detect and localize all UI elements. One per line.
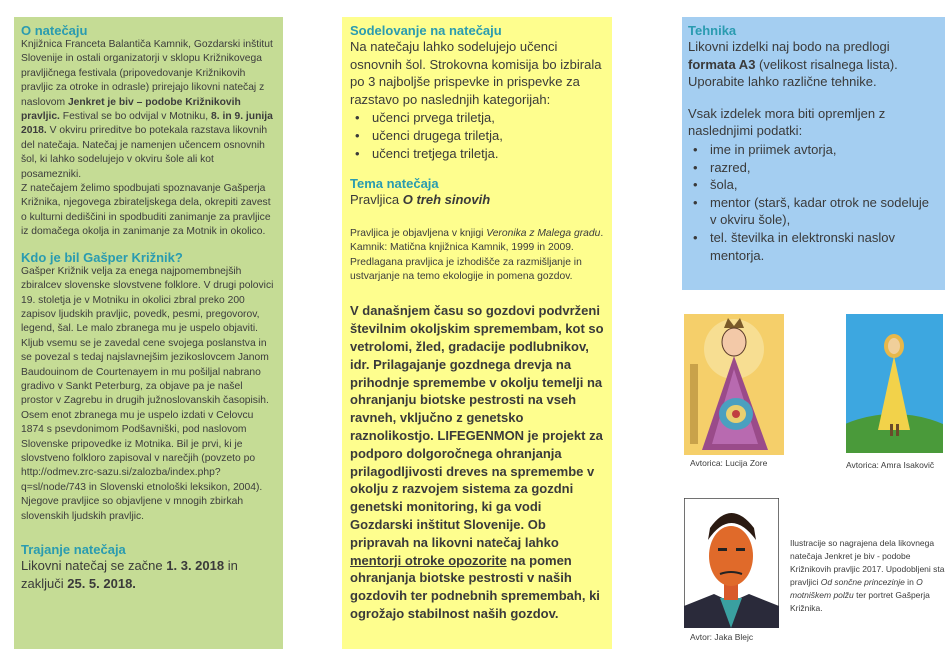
about-goal-text: Z natečajem želimo spodbujati spoznavanje Gašperja Križnika, njegovega zbirateljskega dela, okrepiti zavest o kulturni dediščini in spodbuditi zanimanje za pravljice iz domačega okolja in zanimanje za Motnik in okolico.: [21, 183, 271, 238]
theme-heading: Tema natečaja: [350, 176, 439, 192]
caption-blejc: Avtor: Jaka Blejc: [690, 632, 754, 642]
list-item: • učenci tretjega triletja.: [350, 145, 606, 163]
list-item: • šola,: [688, 176, 939, 194]
requirements-list: [688, 141, 939, 264]
about-text: Knjižnica Franceta Balantiča Kamnik, Gozdarski inštitut Slovenije in ostali organizatorji v sklopu Križnikovega pravljičnega festivala (pripovedovanje Križnikovih pravljic za otroke in odrasle) prirejajo likovni natečaj z naslovom Jenkret je biv – podobe Križnikovih pravljic. Festival se bo odvijal v Motniku, 8. in 9. junija 2018. V okviru prireditve bo potekala razstava likovnih del natečaja. Natečaj je namenjen učencem osnovnih šol, ki lahko sodelujejo v okviru šole ali kot posamezniki.: [21, 39, 273, 180]
list-item: • učenci drugega triletja,: [350, 127, 606, 145]
portrait-illustration: [684, 498, 779, 628]
list-item: • ime in priimek avtorja,: [688, 141, 939, 159]
list-item: • učenci prvega triletja,: [350, 109, 606, 127]
illustration-note: Ilustracije so nagrajena dela likovnega natečaja Jenkret je biv - podobe Križnikovih pravljic 2017. Upodobljeni sta pravljici Od sončne princezinje in O motniškem polžu ter portret Gašperja Križnika.: [790, 538, 945, 613]
duration-text: Likovni natečaj se začne 1. 3. 2018 in zaključi 25. 5. 2018.: [21, 558, 238, 591]
technique-panel: [682, 17, 945, 290]
forest-text: V današnjem času so gozdovi podvrženi številnim okoljskim spremembam, kot so vetrolomi, žled, gradacije podlubnikov, idr. Prilagajanje gozdnega drevja na prihodnje spremembe v okolju temelji na ohranjanju biotske pestrosti na vseh ravneh, vključno z genetsko raznolikostjo. LIFEGENMON je projekt za podporo dolgoročnega ohranjanja prilagodljivosti dreves na spremembe v okolju z razvojem sistema za gozdni genetski monitoring, ki ga vodi Gozdarski inštitut Slovenije. Ob pripravah na likovni natečaj lahko mentorji otroke opozorite na pomen ohranjanja biotske pestrosti v naših gozdovih ter podnebnih spremembah, ki ogrožajo stabilnost naših gozdov.: [350, 303, 604, 621]
kriznik-heading: Kdo je bil Gašper Križnik?: [21, 249, 183, 265]
theme-purpose-text: Predlagana pravljica je izhodišče za razmišljanje in ustvarjanje na temo ekologije in pomena gozdov.: [350, 256, 582, 282]
participation-text: Na natečaju lahko sodelujejo učenci osnovnih šol. Strokovna komisija bo izbirala po 3 najboljše prispevke in prispevke za razstavo po naslednjih kategorijah:: [350, 39, 602, 107]
theme-story: Pravljica O treh sinovih: [350, 192, 491, 208]
category-list: [350, 109, 606, 162]
list-item: • mentor (starš, kadar otrok ne sodeluje v okviru šole),: [688, 194, 939, 229]
participation-heading: Sodelovanje na natečaju: [350, 23, 502, 38]
kriznik-text: Gašper Križnik velja za enega najpomembnejših zbiralcev slovenske slovstvene folklore. V drugi polovici 19. stoletja je v Motniku in okolici zbral preko 200 zapisov ljudskih pravljic, povedk, pesmi, pregovorov, legend, šal. Le malo zbranega mu je uspelo objaviti. Kljub vsemu se je zavedal cene svojega poslanstva in se povezal s tedaj najslavnejšim jezikoslovcem Janom Baudouinom de Courtenayem in mu pošiljal nabrano gradivo v Sankt Peterburg, za objave pa je našel prostor v Zagrebu in drugih južnoslovanskih časopisih. Osem enot zbranega mu je uspelo izdati v Celovcu 1874 s psevdonimom Podšavniški, pod naslovom Slovenske pripovedke iz Motnika. Bil je prvi, ki je slovstveno folkloro zapisoval v narečjih (povzeto po http://odmev.zrc-sazu.si/zalozba/index.php?q=sl/node/743 in Slovenski etnološki leksikon, 2004).: [21, 265, 274, 493]
list-item: • tel. številka in elektronski naslov mentorja.: [688, 229, 939, 264]
kriznik-collections-text: Njegove pravljice so objavljene v mnogih zbirkah slovenskih ljudskih pravljic.: [21, 496, 244, 522]
princess-illustration: [684, 314, 784, 455]
list-item: • razred,: [688, 159, 939, 177]
girl-illustration: [846, 314, 943, 453]
technique-heading: Tehnika: [688, 23, 737, 38]
technique-requirements-text: Vsak izdelek mora biti opremljen z naslednjimi podatki:: [688, 105, 886, 139]
technique-text: Likovni izdelki naj bodo na predlogi formata A3 (velikost risalnega lista). Uporabite lahko različne tehnike.: [688, 39, 898, 90]
about-panel: [14, 17, 283, 649]
caption-isakovic: Avtorica: Amra Isakovič: [846, 460, 935, 470]
caption-zore: Avtorica: Lucija Zore: [690, 458, 768, 468]
about-heading: O natečaju: [21, 23, 88, 38]
theme-source-text: Pravljica je objavljena v knjigi Veronika z Malega gradu. Kamnik: Matična knjižnica Kamnik, 1999 in 2009.: [350, 227, 604, 254]
participation-panel: [342, 17, 612, 649]
duration-heading: Trajanje natečaja: [21, 542, 126, 557]
